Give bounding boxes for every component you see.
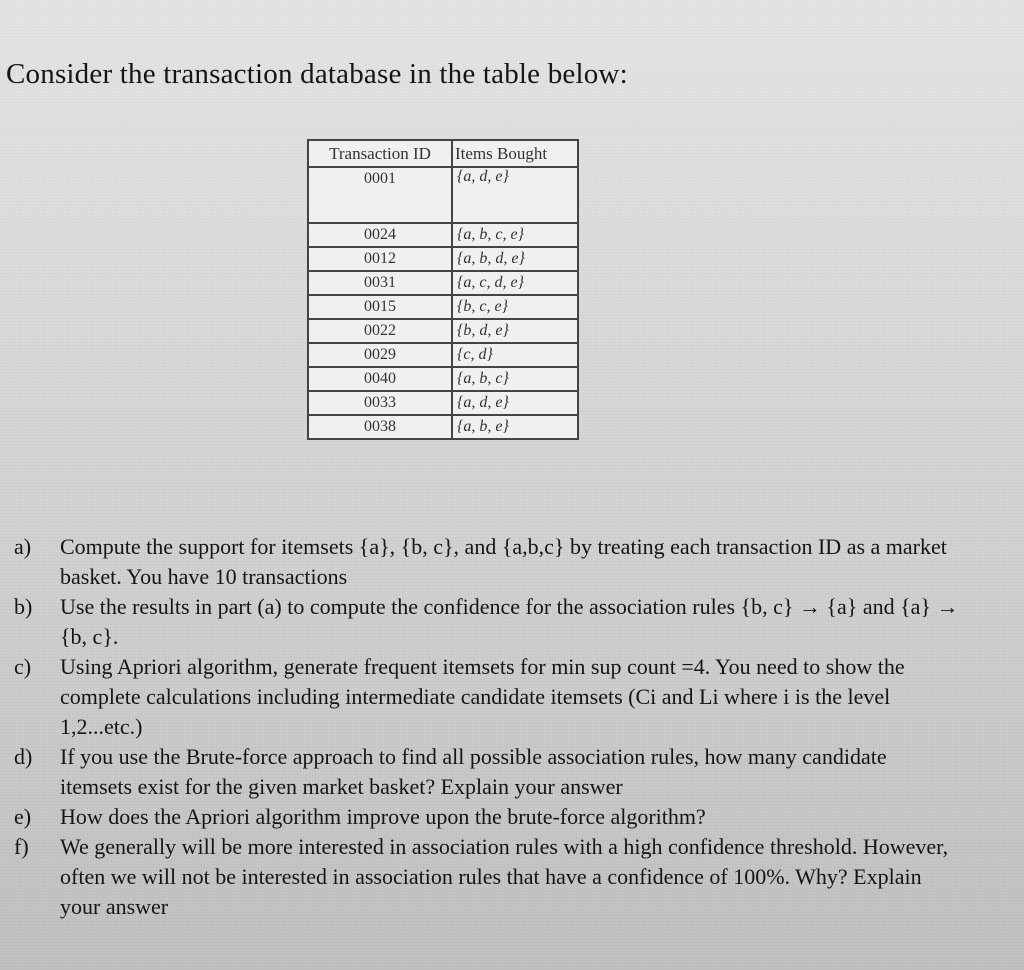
question-text: We generally will be more interested in association rules with a high confidence threshold. However, often we will not be interested in association rules that have a confidence of 100%. Why? Explain your answer bbox=[60, 834, 949, 919]
question-item bbox=[14, 742, 1014, 802]
question-label: a) bbox=[14, 534, 32, 559]
table-row bbox=[308, 223, 578, 247]
question-text: How does the Apriori algorithm improve upon the brute-force algorithm? bbox=[60, 804, 706, 829]
transaction-id-cell: 0001 bbox=[308, 167, 452, 223]
transaction-id-cell: 0031 bbox=[308, 271, 452, 295]
table-row bbox=[308, 367, 578, 391]
items-cell: {a, b, c, e} bbox=[452, 223, 578, 247]
question-text: Compute the support for itemsets {a}, {b, c}, and {a,b,c} by treating each transaction ID as a market basket. You have 10 transactions bbox=[60, 534, 947, 589]
items-cell: {a, b, c} bbox=[452, 367, 578, 391]
table-row bbox=[308, 167, 578, 223]
question-item bbox=[14, 592, 1014, 652]
table-row bbox=[308, 415, 578, 439]
question-list bbox=[14, 532, 1014, 922]
transaction-id-cell: 0024 bbox=[308, 223, 452, 247]
table-row bbox=[308, 271, 578, 295]
question-item bbox=[14, 532, 1014, 592]
question-label: b) bbox=[14, 594, 33, 619]
question-text: If you use the Brute-force approach to find all possible association rules, how many candidate itemsets exist for the given market basket? Explain your answer bbox=[60, 744, 887, 799]
items-cell: {a, b, e} bbox=[452, 415, 578, 439]
items-cell: {a, d, e} bbox=[452, 391, 578, 415]
table-row bbox=[308, 295, 578, 319]
question-label: d) bbox=[14, 744, 33, 769]
transaction-id-cell: 0012 bbox=[308, 247, 452, 271]
table-row bbox=[308, 319, 578, 343]
intro-heading: Consider the transaction database in the table below: bbox=[6, 58, 628, 90]
items-cell: {b, d, e} bbox=[452, 319, 578, 343]
question-text: Use the results in part (a) to compute the confidence for the association rules {b, c} → {a} and {a} → {b, c}. bbox=[60, 594, 959, 649]
table-row bbox=[308, 247, 578, 271]
header-items-bought: Items Bought bbox=[452, 140, 578, 167]
table-header-row bbox=[308, 140, 578, 167]
question-item bbox=[14, 802, 1014, 832]
transaction-id-cell: 0015 bbox=[308, 295, 452, 319]
question-label: c) bbox=[14, 654, 32, 679]
items-cell: {a, d, e} bbox=[452, 167, 578, 223]
transaction-id-cell: 0038 bbox=[308, 415, 452, 439]
items-cell: {b, c, e} bbox=[452, 295, 578, 319]
table-row bbox=[308, 391, 578, 415]
table-row bbox=[308, 343, 578, 367]
question-label: f) bbox=[14, 834, 29, 859]
items-cell: {a, b, d, e} bbox=[452, 247, 578, 271]
question-item bbox=[14, 832, 1014, 922]
items-cell: {c, d} bbox=[452, 343, 578, 367]
transaction-id-cell: 0033 bbox=[308, 391, 452, 415]
question-label: e) bbox=[14, 804, 32, 829]
transaction-table bbox=[307, 139, 579, 440]
question-text: Using Apriori algorithm, generate frequent itemsets for min sup count =4. You need to show the complete calculations including intermediate candidate itemsets (Ci and Li where i is the level 1,2...etc.) bbox=[60, 654, 905, 739]
transaction-id-cell: 0029 bbox=[308, 343, 452, 367]
items-cell: {a, c, d, e} bbox=[452, 271, 578, 295]
transaction-id-cell: 0022 bbox=[308, 319, 452, 343]
transaction-id-cell: 0040 bbox=[308, 367, 452, 391]
header-transaction-id: Transaction ID bbox=[308, 140, 452, 167]
question-item bbox=[14, 652, 1014, 742]
